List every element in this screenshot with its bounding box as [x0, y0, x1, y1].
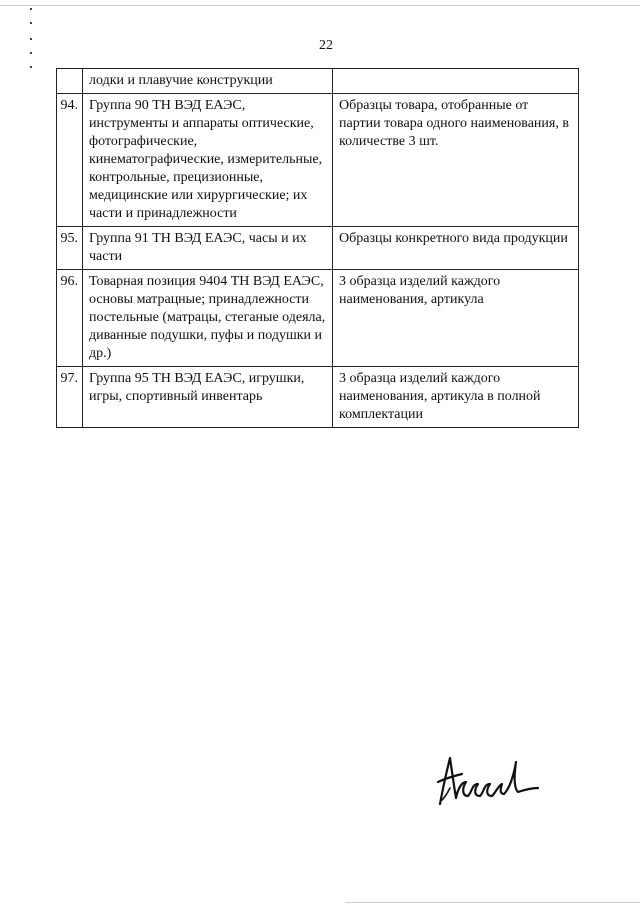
goods-cell: Группа 90 ТН ВЭД ЕАЭС, инструменты и аппараты оптические, фотографические, кинематографические, измерительные, контрольные, прецизионные, медицинские или хирургические; их части и принадлежности	[83, 94, 333, 227]
samples-cell: Образцы конкретного вида продукции	[333, 227, 579, 270]
goods-cell: Товарная позиция 9404 ТН ВЭД ЕАЭС, основы матрацные; принадлежности постельные (матрацы, стеганые одеяла, диванные подушки, пуфы и подушки и др.)	[83, 270, 333, 367]
table-row	[57, 227, 579, 270]
samples-cell	[333, 69, 579, 94]
table-row	[57, 270, 579, 367]
goods-cell: Группа 91 ТН ВЭД ЕАЭС, часы и их части	[83, 227, 333, 270]
page-number: 22	[319, 38, 333, 53]
goods-cell: Группа 95 ТН ВЭД ЕАЭС, игрушки, игры, спортивный инвентарь	[83, 367, 333, 428]
samples-cell: 3 образца изделий каждого наименования, артикула	[333, 270, 579, 367]
goods-cell: лодки и плавучие конструкции	[83, 69, 333, 94]
row-number: 96.	[57, 270, 83, 367]
samples-cell: Образцы товара, отобранные от партии товара одного наименования, в количестве 3 шт.	[333, 94, 579, 227]
row-number: 94.	[57, 94, 83, 227]
table-row	[57, 69, 579, 94]
signature	[432, 752, 542, 812]
samples-cell: 3 образца изделий каждого наименования, артикула в полной комплектации	[333, 367, 579, 428]
table-row	[57, 94, 579, 227]
scan-bottom-edge	[345, 902, 640, 903]
row-number: 95.	[57, 227, 83, 270]
table-row	[57, 367, 579, 428]
row-number: 97.	[57, 367, 83, 428]
scan-top-edge	[0, 5, 640, 6]
samples-table	[56, 68, 579, 428]
row-number	[57, 69, 83, 94]
